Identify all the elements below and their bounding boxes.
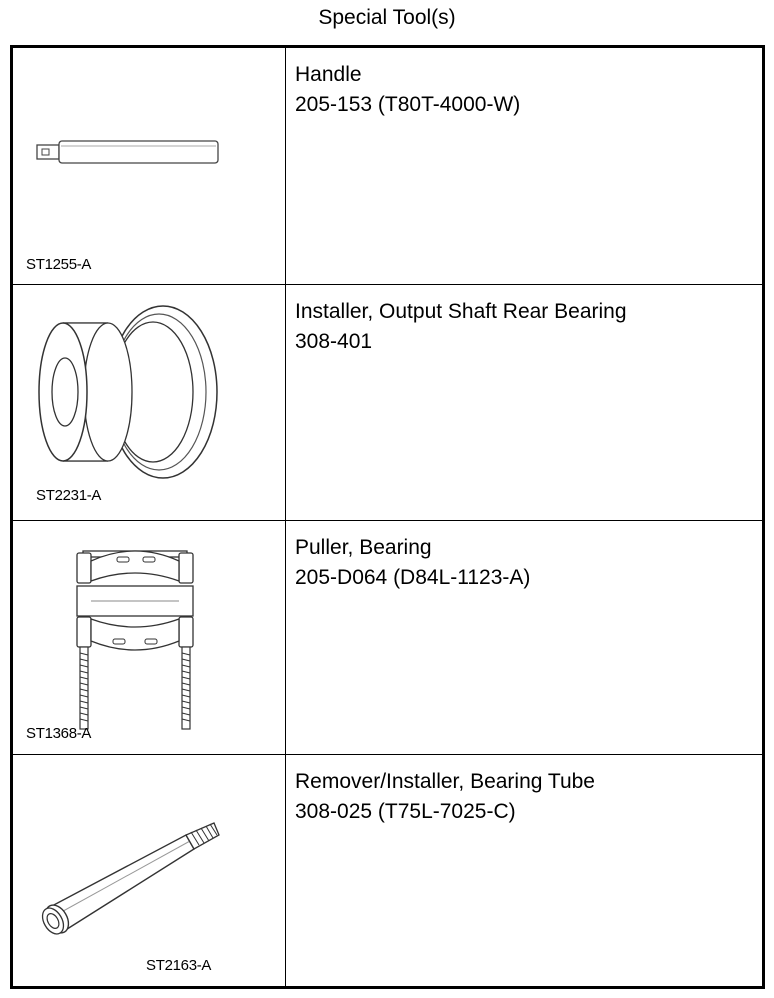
bearing-puller-icon	[13, 521, 286, 755]
illustration-code: ST1255-A	[26, 256, 92, 273]
bearing-installer-icon	[13, 285, 286, 521]
tool-description	[295, 533, 754, 593]
tool-illustration-cell	[13, 521, 286, 754]
tool-name: Puller, Bearing	[295, 536, 432, 559]
tool-number: 205-153 (T80T-4000-W)	[295, 93, 521, 116]
tool-description	[295, 297, 754, 357]
tool-number: 308-401	[295, 330, 373, 353]
tool-illustration-cell	[13, 48, 286, 284]
illustration-code: ST1368-A	[26, 725, 92, 742]
special-tools-table	[10, 45, 765, 989]
tool-name: Handle	[295, 63, 362, 86]
tool-description	[295, 767, 754, 827]
tool-description	[295, 60, 754, 120]
page-title: Special Tool(s)	[318, 6, 456, 29]
tool-number: 205-D064 (D84L-1123-A)	[295, 566, 531, 589]
tool-row-remover-installer	[13, 754, 762, 986]
illustration-code: ST2231-A	[36, 487, 102, 504]
bearing-tube-tool-icon	[13, 755, 286, 987]
illustration-code: ST2163-A	[146, 957, 212, 974]
tool-row-puller	[13, 520, 762, 754]
handle-tool-icon	[13, 48, 286, 284]
tool-illustration-cell	[13, 285, 286, 520]
tool-number: 308-025 (T75L-7025-C)	[295, 800, 516, 823]
tool-row-handle	[13, 48, 762, 284]
tool-name: Remover/Installer, Bearing Tube	[295, 770, 595, 793]
tool-name: Installer, Output Shaft Rear Bearing	[295, 300, 627, 323]
tool-illustration-cell	[13, 755, 286, 986]
tool-row-installer	[13, 284, 762, 520]
